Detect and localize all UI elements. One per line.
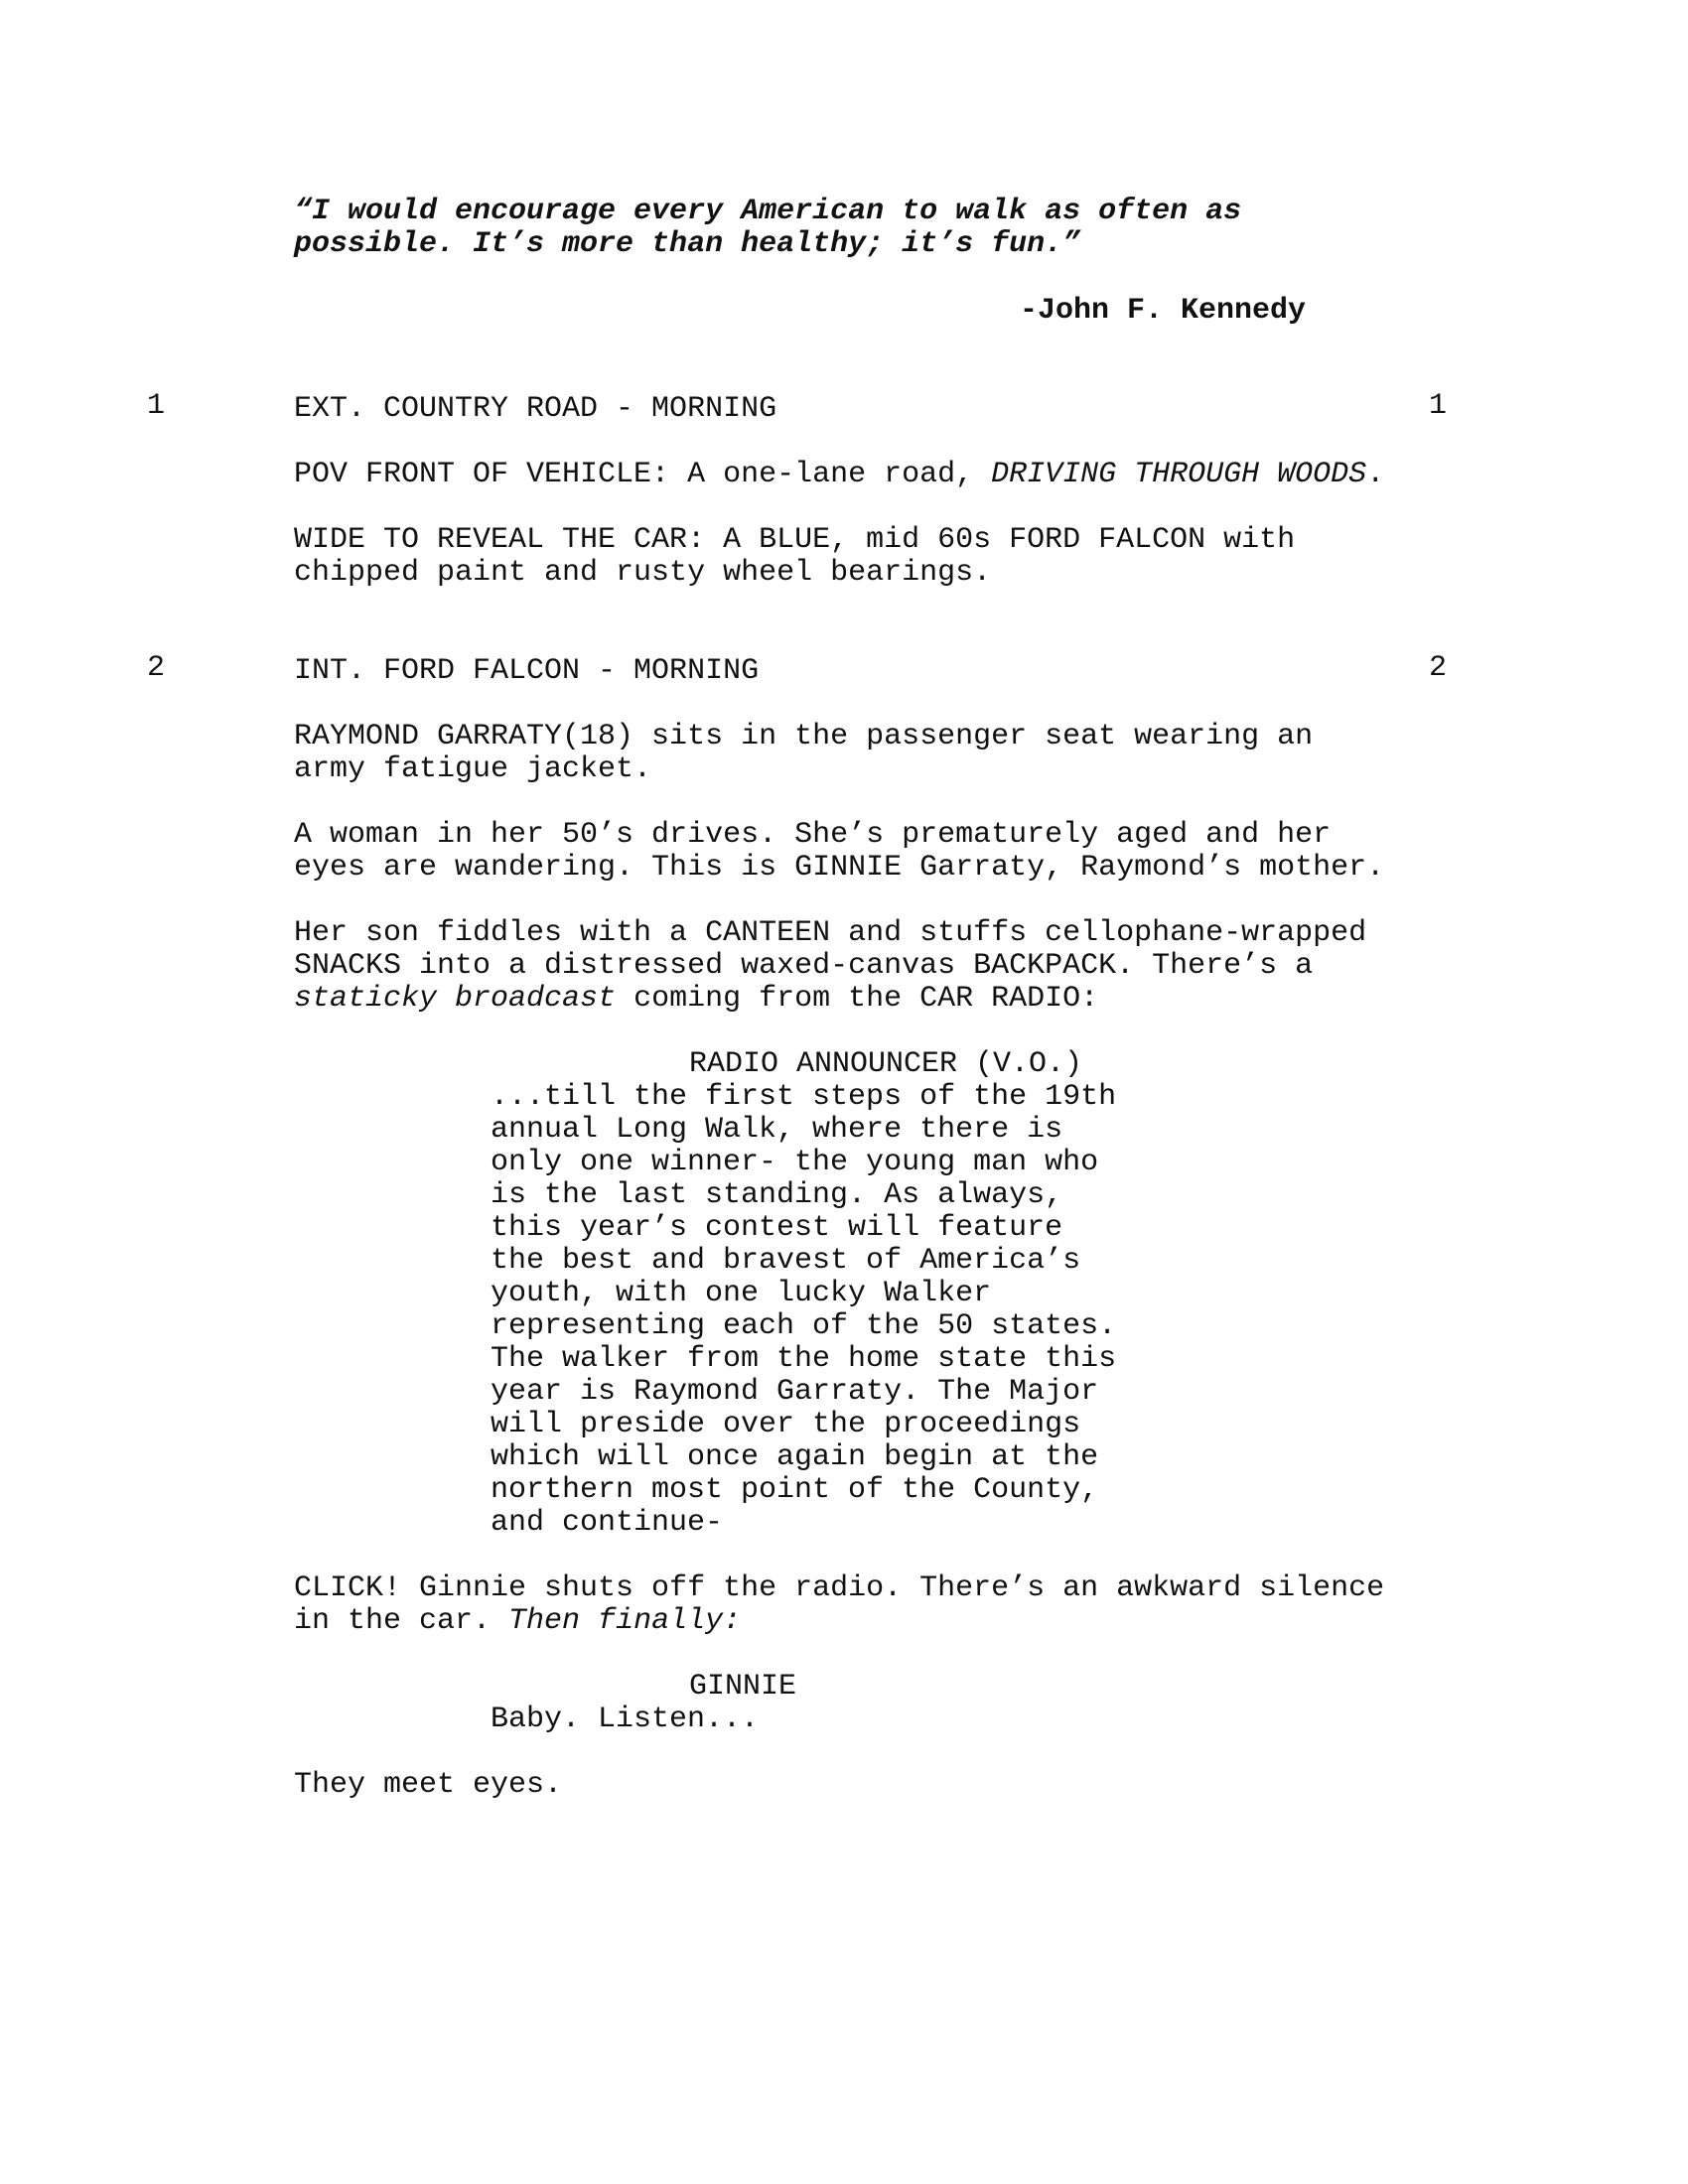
action-line: A woman in her 50’s drives. She’s prematurely aged and her: [294, 818, 1332, 852]
dialogue-line: and continue-: [491, 1506, 724, 1540]
dialogue-line: the best and bravest of America’s: [491, 1244, 1081, 1278]
scene-number-left: 2: [147, 651, 166, 685]
action-line: Her son fiddles with a CANTEEN and stuffs cellophane-wrapped: [294, 916, 1367, 950]
action-line: eyes are wandering. This is GINNIE Garraty, Raymond’s mother.: [294, 851, 1385, 885]
action-line: staticky broadcast coming from the CAR RADIO:: [294, 982, 1099, 1016]
dialogue-line: ...till the first steps of the 19th: [491, 1080, 1117, 1114]
dialogue-line: representing each of the 50 states.: [491, 1309, 1117, 1343]
epigraph-line-2: possible. It’s more than healthy; it’s fun.”: [294, 227, 1081, 261]
dialogue-line: which will once again begin at the: [491, 1440, 1099, 1474]
scene-number-right: 1: [1429, 389, 1448, 423]
action-line: CLICK! Ginnie shuts off the radio. There’s an awkward silence: [294, 1571, 1385, 1605]
dialogue-line: will preside over the proceedings: [491, 1408, 1081, 1441]
action-line: army fatigue jacket.: [294, 752, 652, 786]
character-cue: RADIO ANNOUNCER (V.O.): [689, 1047, 1083, 1081]
action-line: in the car. Then finally:: [294, 1604, 742, 1638]
dialogue-line: year is Raymond Garraty. The Major: [491, 1375, 1099, 1409]
action-line: chipped paint and rusty wheel bearings.: [294, 556, 992, 590]
character-cue: GINNIE: [689, 1670, 797, 1704]
action-line: POV FRONT OF VEHICLE: A one-lane road, DRIVING THROUGH WOODS.: [294, 458, 1385, 491]
dialogue-line: is the last standing. As always,: [491, 1178, 1063, 1212]
scene-heading: EXT. COUNTRY ROAD - MORNING: [294, 392, 777, 426]
scene-heading: INT. FORD FALCON - MORNING: [294, 654, 760, 688]
action-line: RAYMOND GARRATY(18) sits in the passenger seat wearing an: [294, 720, 1314, 753]
action-line: WIDE TO REVEAL THE CAR: A BLUE, mid 60s FORD FALCON with: [294, 523, 1296, 557]
scene-number-right: 2: [1429, 651, 1448, 685]
dialogue-line: only one winner- the young man who: [491, 1146, 1099, 1179]
dialogue-line: youth, with one lucky Walker: [491, 1277, 992, 1310]
epigraph-attribution: -John F. Kennedy: [1020, 294, 1307, 328]
dialogue-line: Baby. Listen...: [491, 1703, 760, 1736]
dialogue-line: annual Long Walk, where there is: [491, 1113, 1063, 1147]
dialogue-line: northern most point of the County,: [491, 1473, 1099, 1507]
scene-number-left: 1: [147, 389, 166, 423]
epigraph-line-1: “I would encourage every American to walk as often as: [294, 195, 1242, 228]
dialogue-line: this year’s contest will feature: [491, 1211, 1063, 1245]
action-line: They meet eyes.: [294, 1768, 563, 1802]
action-line: SNACKS into a distressed waxed-canvas BACKPACK. There’s a: [294, 949, 1314, 983]
dialogue-line: The walker from the home state this: [491, 1342, 1117, 1376]
